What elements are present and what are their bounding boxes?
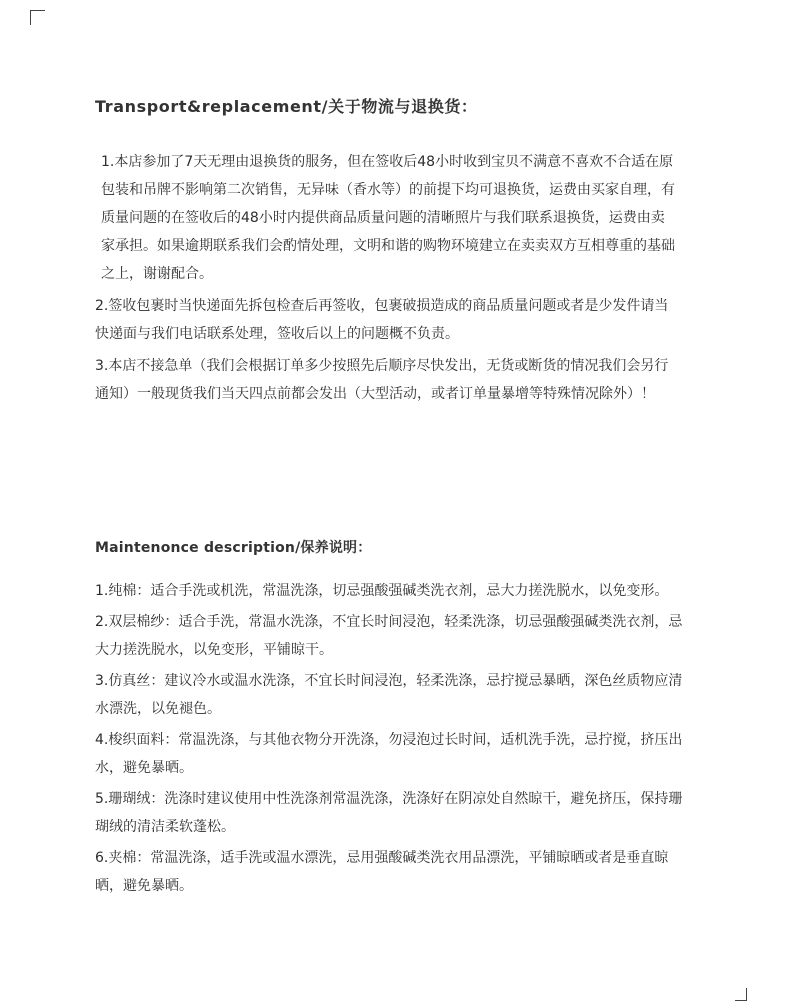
maintenance-list: [95, 577, 695, 900]
transport-title: Transport&replacement/关于物流与退换货：: [95, 97, 478, 116]
transport-item-2: 2.签收包裹时当快递面先拆包检查后再签收，包裹破损造成的商品质量问题或者是少发件请当快递面与我们电话联系处理，签收后以上的问题概不负责。: [95, 298, 669, 342]
maintenance-item-double-gauze: 2.双层棉纱：适合手洗，常温水洗涤，不宜长时间浸泡，轻柔洗涤，切忌强酸强碱类洗衣剂，忌大力搓洗脱水，以免变形，平铺晾干。: [95, 614, 683, 658]
transport-section: [95, 96, 695, 412]
maintenance-item-cotton: 1.纯棉：适合手洗或机洗，常温洗涤，切忌强酸强碱类洗衣剂，忌大力搓洗脱水，以免变形。: [95, 583, 669, 599]
maintenance-item-coral-fleece: 5.珊瑚绒：洗涤时建议使用中性洗涤剂常温洗涤，洗涤好在阴凉处自然晾干，避免挤压，保持珊瑚绒的清洁柔软蓬松。: [95, 791, 683, 835]
transport-item-3: 3.本店不接急单（我们会根据订单多少按照先后顺序尽快发出，无货或断货的情况我们会另行通知）一般现货我们当天四点前都会发出（大型活动，或者订单量暴增等特殊情况除外）！: [95, 358, 669, 402]
transport-item-1: 1.本店参加了7天无理由退换货的服务，但在签收后48小时收到宝贝不满意不喜欢不合适在原包装和吊牌不影响第二次销售，无异味（香水等）的前提下均可退换货，运费由买家自理，有质量问题的在签收后的48小时内提供商品质量问题的清晰照片与我们联系退换货，运费由卖家承担。如果逾期联系我们会酌情处理，文明和谐的购物环境建立在卖卖双方互相尊重的基础之上，谢谢配合。: [101, 154, 675, 282]
crop-mark-top-left: [30, 10, 45, 25]
maintenance-item-faux-silk: 3.仿真丝：建议冷水或温水洗涤，不宜长时间浸泡，轻柔洗涤，忌拧搅忌暴晒，深色丝质物应清水漂洗，以免褪色。: [95, 673, 683, 717]
crop-mark-bottom-right: [746, 988, 749, 1000]
transport-list: [95, 148, 695, 408]
maintenance-section: [95, 537, 695, 903]
maintenance-item-woven: 4.梭织面料：常温洗涤，与其他衣物分开洗涤，勿浸泡过长时间，适机洗手洗，忌拧搅，挤压出水，避免暴晒。: [95, 732, 683, 776]
maintenance-title: Maintenonce description/保养说明：: [95, 540, 372, 556]
maintenance-item-padded: 6.夹棉：常温洗涤，适手洗或温水漂洗，忌用强酸碱类洗衣用品漂洗，平铺晾晒或者是垂直晾晒，避免暴晒。: [95, 850, 669, 894]
